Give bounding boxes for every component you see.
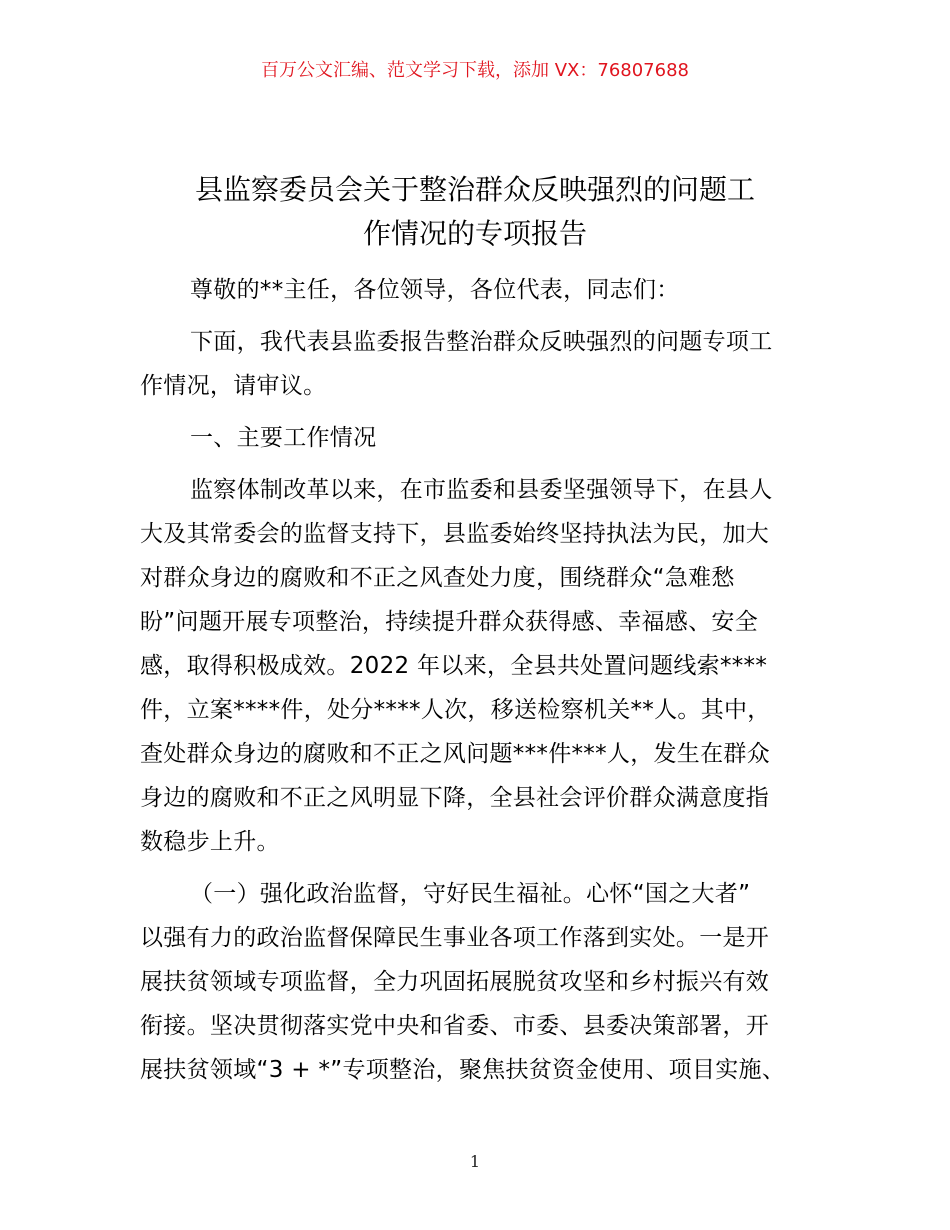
body-line: 感，取得积极成效。2022 年以来，全县共处置问题线索**** (140, 653, 768, 679)
subsection-heading-line: （一）强化政治监督，守好民生福祉。心怀“国之大者” (190, 881, 751, 907)
body-line: 数稳步上升。 (140, 829, 280, 855)
section-heading: 一、主要工作情况 (190, 425, 377, 451)
header-banner: 百万公文汇编、范文学习下载，添加 VX：76807688 (261, 60, 689, 81)
page-number: 1 (469, 1152, 481, 1171)
body-line: 展扶贫领域“3 + *”专项整治，聚焦扶贫资金使用、项目实施、 (140, 1057, 786, 1083)
body-line: 身边的腐败和不正之风明显下降，全县社会评价群众满意度指 (140, 785, 770, 811)
intro-line: 下面，我代表县监委报告整治群众反映强烈的问题专项工 (190, 329, 773, 355)
body-line: 以强有力的政治监督保障民生事业各项工作落到实处。一是开 (140, 925, 770, 951)
body-line: 监察体制改革以来，在市监委和县委坚强领导下，在县人 (190, 477, 773, 503)
body-line: 展扶贫领域专项监督，全力巩固拓展脱贫攻坚和乡村振兴有效 (140, 969, 770, 995)
body-line: 件，立案****件，处分****人次，移送检察机关**人。其中， (140, 697, 771, 723)
intro-line: 作情况，请审议。 (140, 373, 327, 399)
body-line: 衔接。坚决贯彻落实党中央和省委、市委、县委决策部署，开 (140, 1013, 770, 1039)
body-line: 查处群众身边的腐败和不正之风问题***件***人，发生在群众 (140, 741, 770, 767)
salutation: 尊敬的**主任，各位领导，各位代表，同志们： (190, 277, 680, 303)
body-line: 大及其常委会的监督支持下，县监委始终坚持执法为民，加大 (140, 521, 770, 547)
document-title-line-1: 县监察委员会关于整治群众反映强烈的问题工 (194, 173, 755, 206)
body-line: 对群众身边的腐败和不正之风查处力度，围绕群众“急难愁 (140, 565, 735, 591)
body-line: 盼”问题开展专项整治，持续提升群众获得感、幸福感、安全 (140, 609, 759, 635)
document-title-line-2: 作情况的专项报告 (362, 217, 587, 250)
